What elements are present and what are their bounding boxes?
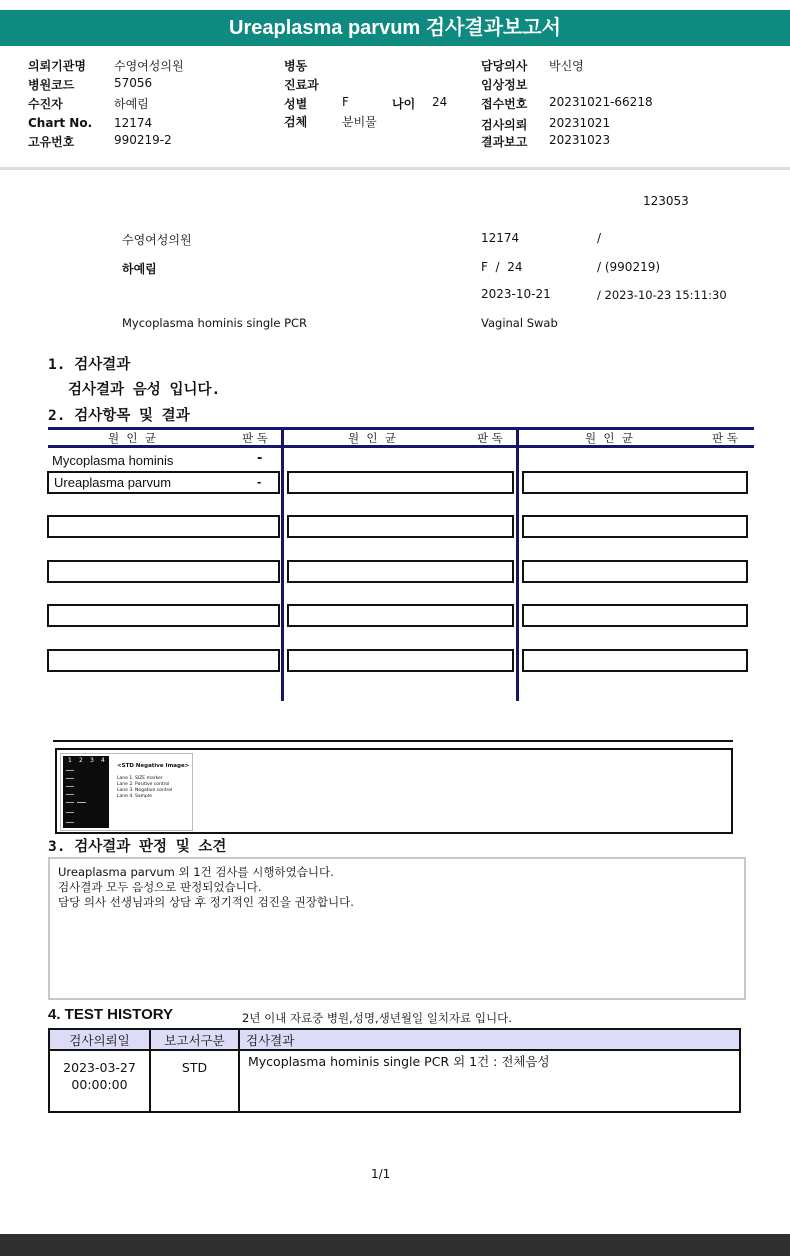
gel-band [66,822,74,823]
grid-col-divider-2 [516,427,519,701]
section1-result: 검사결과 음성 입니다. [68,382,221,398]
empty-cell [522,649,748,672]
info-sex-age: F / 24 [481,260,523,274]
gel-band [66,802,74,803]
gel-image-frame [55,748,733,834]
gel-band [66,812,74,813]
history-result: Mycoplasma hominis single PCR 외 1건 : 전체음성 [239,1050,740,1112]
value-report-date: 20231023 [549,133,611,147]
report-title: Ureaplasma parvum 검사결과보고서 [0,10,790,46]
history-header-result: 검사결과 [239,1029,740,1050]
result-item-name: Ureaplasma parvum [54,475,172,490]
gel-lane-label: 1 [68,757,72,764]
result-item-name: Mycoplasma hominis [52,453,174,468]
history-type: STD [150,1050,239,1112]
empty-cell [522,471,748,494]
gel-band [66,794,74,795]
grid-col-divider-1 [281,427,284,701]
label-unique-no: 고유번호 [28,135,75,149]
gel-legend-item: Lane 2. Positive control [117,782,170,787]
section2-title: 2. 검사항목 및 결과 [48,408,190,424]
value-receipt-no: 20231021-66218 [549,95,653,109]
page-number: 1/1 [371,1167,391,1181]
gel-photo [63,756,109,828]
info-code: 123053 [643,194,689,208]
history-header-row [49,1029,740,1050]
gel-image-thumbnail [60,753,193,831]
info-request-date: 2023-10-21 [481,287,551,301]
value-chart-no: 12174 [114,116,153,130]
label-sex: 성별 [284,97,308,111]
label-patient: 수진자 [28,97,63,111]
section3-title: 3. 검사결과 판정 및 소견 [48,839,227,855]
gel-band [77,802,86,803]
value-hospital-code: 57056 [114,76,153,90]
info-hospital: 수영여성의원 [122,233,192,247]
empty-cell [287,604,514,627]
col-head-pathogen-1: 원 인 균 [108,431,156,445]
gel-lane-label: 4 [101,757,105,764]
gel-band [66,778,74,779]
label-clinical-info: 임상정보 [481,78,528,92]
empty-cell [47,649,280,672]
gel-caption: <STD Negative Image> [117,763,190,769]
result-cell [47,471,280,494]
info-test-name: Mycoplasma hominis single PCR [122,316,308,330]
value-sex: F [342,95,349,109]
empty-cell [522,560,748,583]
label-doctor: 담당의사 [481,59,528,73]
label-ward: 병동 [284,59,308,73]
value-doctor: 박신영 [549,59,584,73]
value-specimen: 분비물 [342,115,377,129]
opinion-box [48,857,746,1000]
empty-cell [47,604,280,627]
col-head-pathogen-3: 원 인 균 [585,431,633,445]
gel-divider [53,740,733,742]
history-date: 2023-03-27 [63,1060,136,1075]
value-patient: 하예림 [114,97,149,111]
result-item-value: - [257,451,263,466]
result-item-value: - [257,474,262,489]
label-request-date: 검사의뢰 [481,118,528,132]
col-head-judgment-2: 판 독 [477,431,503,445]
gel-legend [117,776,172,800]
col-head-judgment-1: 판 독 [242,431,268,445]
empty-cell [522,604,748,627]
opinion-line: Ureaplasma parvum 외 1건 검사를 시행하였습니다. [58,865,334,879]
gel-lane-label: 2 [79,757,83,764]
label-age: 나이 [392,97,416,111]
opinion-line: 담당 의사 선생님과의 상담 후 정기적인 검진을 권장합니다. [58,895,354,909]
section4-title: 4. TEST HISTORY [48,1006,174,1023]
gel-legend-item: Lane 4. Sample [117,794,152,799]
empty-cell [522,515,748,538]
history-note: 2년 이내 자료중 병원,성명,생년월일 일치자료 입니다. [242,1011,512,1025]
label-hospital: 의뢰기관명 [28,59,86,73]
value-hospital: 수영여성의원 [114,59,184,73]
history-header-date: 검사의뢰일 [49,1029,150,1050]
section1-title: 1. 검사결과 [48,357,131,373]
label-receipt-no: 접수번호 [481,97,528,111]
header-divider [0,167,790,170]
info-chart: 12174 [481,231,520,245]
label-department: 진료과 [284,78,319,92]
history-table [48,1028,741,1113]
gel-legend-item: Lane 3. Negative control [117,788,173,793]
history-time: 00:00:00 [71,1077,128,1092]
col-head-pathogen-2: 원 인 균 [348,431,396,445]
label-specimen: 검체 [284,115,308,129]
label-chart-no: Chart No. [28,116,93,130]
info-report-datetime: / 2023-10-23 15:11:30 [597,288,727,302]
history-header-type: 보고서구분 [150,1029,239,1050]
opinion-line: 검사결과 모두 음성으로 판정되었습니다. [58,880,262,894]
value-unique-no: 990219-2 [114,133,172,147]
col-head-judgment-3: 판 독 [712,431,738,445]
viewer-bottom-bar [0,1234,790,1256]
table-row [49,1050,740,1112]
gel-band [66,770,74,771]
info-birth: / (990219) [597,260,661,274]
empty-cell [287,560,514,583]
empty-cell [287,515,514,538]
history-date-cell [49,1050,150,1112]
gel-lane-label: 3 [90,757,94,764]
value-request-date: 20231021 [549,116,611,130]
info-slash: / [597,231,602,245]
empty-cell [287,471,514,494]
gel-legend-item: Lane 1. SIZE marker [117,776,163,781]
empty-cell [47,515,280,538]
empty-cell [287,649,514,672]
empty-cell [47,560,280,583]
label-report-date: 결과보고 [481,135,528,149]
label-hospital-code: 병원코드 [28,78,75,92]
info-patient: 하예림 [122,262,157,276]
value-age: 24 [432,95,448,109]
info-specimen: Vaginal Swab [481,316,558,330]
gel-band [66,786,74,787]
